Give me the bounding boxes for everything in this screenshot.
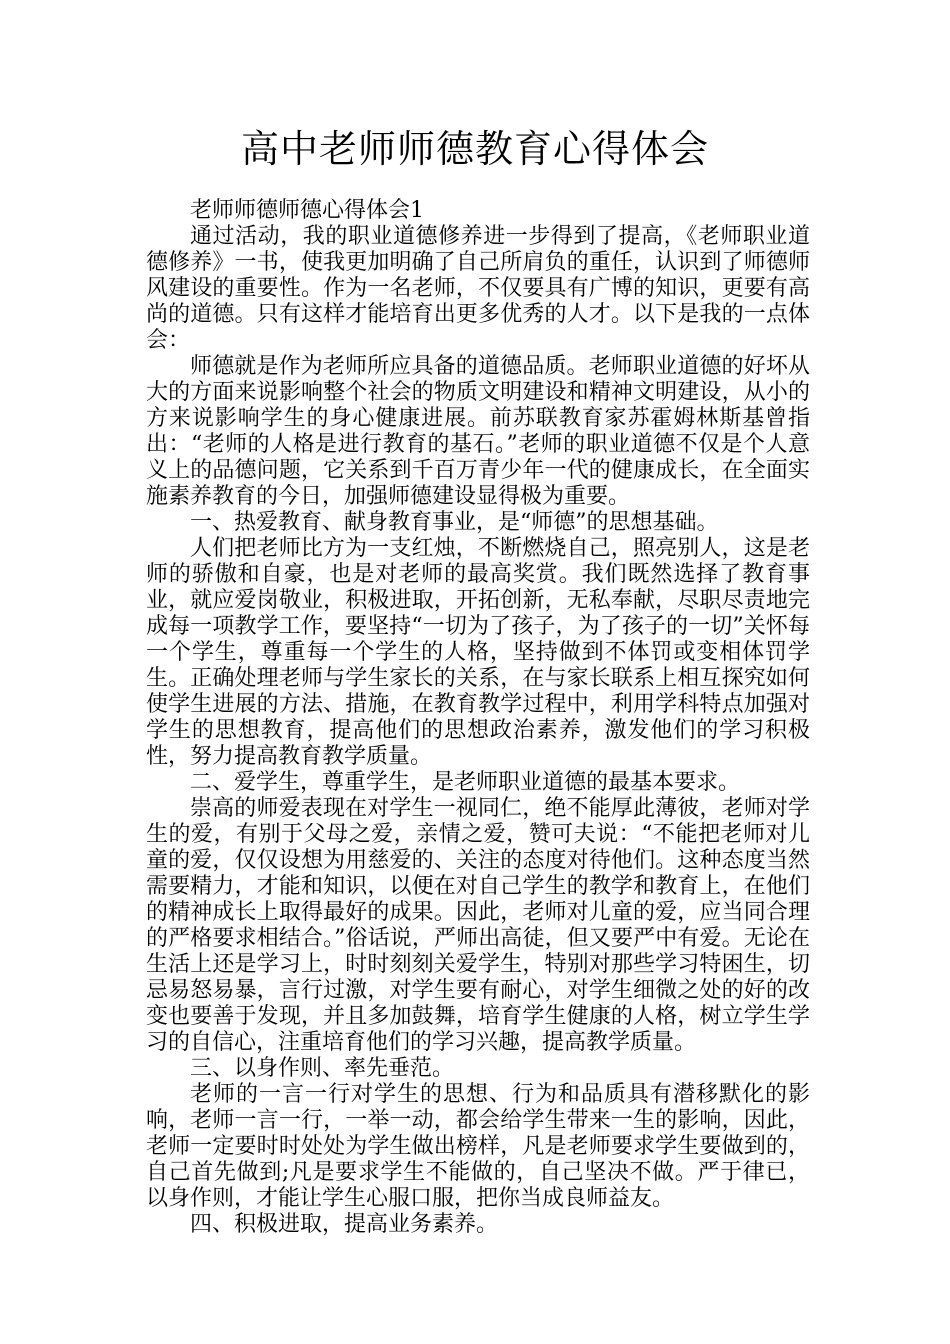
- section-heading: 二、爱学生，尊重学生，是老师职业道德的最基本要求。: [190, 770, 741, 795]
- paragraph: 人们把老师比方为一支红烛，不断燃烧自己，照亮别人，这是老师的骄傲和自豪，也是对老师的最高奖赏。我们既然选择了教育事业，就应爱岗敬业，积极进取，开拓创新，无私奉献，尽职尽责地完成每一项教学工作，要坚持“一切为了孩子，为了孩子的一切”关怀每一个学生，尊重每一个学生的人格，坚持做到不体罚或变相体罚学生。正确处理老师与学生家长的关系，在与家长联系上相互探究如何使学生进展的方法、措施，在教育教学过程中，利用学科特点加强对学生的思想教育，提高他们的思想政治素养，激发他们的学习积极性，努力提高教育教学质量。: [146, 536, 810, 769]
- section-heading: 一、热爱教育、献身教育事业，是“师德”的思想基础。: [190, 510, 719, 535]
- document-body: [146, 198, 810, 1238]
- paragraph: 崇高的师爱表现在对学生一视同仁，绝不能厚此薄彼，老师对学生的爱，有别于父母之爱，亲情之爱，赞可夫说：“不能把老师对儿童的爱，仅仅设想为用慈爱的、关注的态度对待他们。这种态度当然需要精力，才能和知识，以便在对自己学生的教学和教育上，在他们的精神成长上取得最好的成果。因此，老师对儿童的爱，应当同合理的严格要求相结合。”俗话说，严师出高徒，但又要严中有爱。无论在生活上还是学习上，时时刻刻关爱学生，特别对那些学习特困生，切忌易怒易暴，言行过激，对学生要有耐心，对学生细微之处的好的改变也要善于发现，并且多加鼓舞，培育学生健康的人格，树立学生学习的自信心，注重培育他们的学习兴趣，提高教学质量。: [146, 796, 810, 1055]
- paragraph: 师德就是作为老师所应具备的道德品质。老师职业道德的好坏从大的方面来说影响整个社会的物质文明建设和精神文明建设，从小的方来说影响学生的身心健康进展。前苏联教育家苏霍姆林斯基曾指出：“老师的人格是进行教育的基石。”老师的职业道德不仅是个人意义上的品德问题，它关系到千百万青少年一代的健康成长，在全面实施素养教育的今日，加强师德建设显得极为重要。: [146, 354, 810, 509]
- paragraph: 通过活动，我的职业道德修养进一步得到了提高，《老师职业道德修养》一书，使我更加明确了自己所肩负的重任，认识到了师德师风建设的重要性。作为一名老师，不仅要具有广博的知识，更要有高尚的道德。只有这样才能培育出更多优秀的人才。以下是我的一点体会：: [146, 224, 810, 353]
- section-heading: 四、积极进取，提高业务素养。: [190, 1212, 499, 1237]
- section-heading: 老师师德师德心得体会1: [190, 198, 424, 223]
- section-heading: 三、以身作则、率先垂范。: [190, 1056, 455, 1081]
- paragraph: 老师的一言一行对学生的思想、行为和品质具有潜移默化的影响，老师一言一行，一举一动，都会给学生带来一生的影响，因此，老师一定要时时处处为学生做出榜样，凡是老师要求学生要做到的，自己首先做到;凡是要求学生不能做的，自己坚决不做。严于律已，以身作则，才能让学生心服口服，把你当成良师益友。: [146, 1082, 810, 1211]
- document-title: 高中老师师德教育心得体会: [240, 127, 709, 171]
